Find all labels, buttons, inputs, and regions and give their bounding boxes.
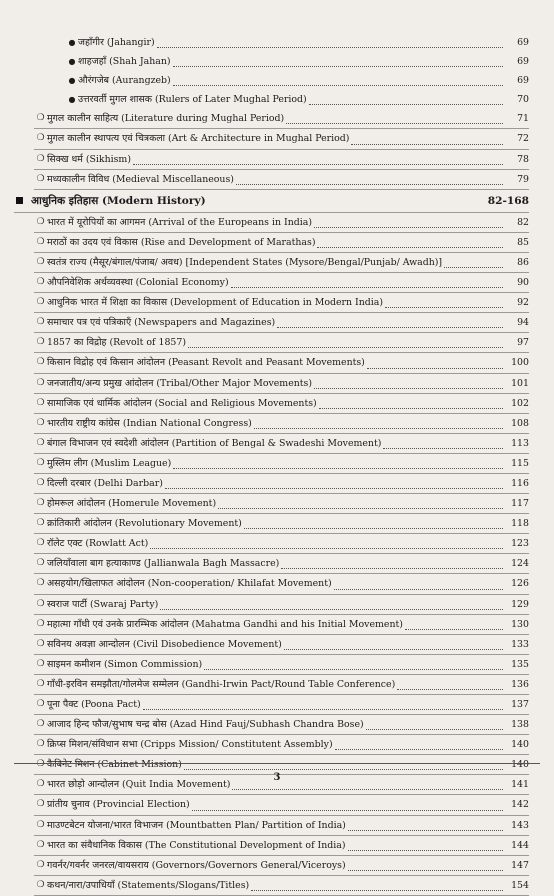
dot-leader [218, 508, 503, 509]
dot-leader [317, 247, 503, 248]
dot-leader [351, 144, 503, 145]
dot-leader [348, 870, 503, 871]
toc-entry [34, 534, 529, 554]
dot-leader [366, 729, 503, 730]
circle-bullet-icon: ❍ [36, 598, 45, 609]
toc-entry-page: 92 [517, 297, 529, 309]
toc-entry-title: भारतीय राष्ट्रीय कांग्रेस (Indian National Congress) [47, 417, 252, 429]
circle-bullet-icon: ❍ [36, 377, 45, 388]
toc-entry-title: स्वराज पार्टी (Swaraj Party) [47, 598, 159, 610]
dot-leader [150, 548, 503, 549]
toc-entry-title: उत्तरवर्ती मुगल शासक (Rulers of Later Mughal Period) [78, 94, 307, 106]
dot-leader [383, 448, 503, 449]
toc-entry-title: प्रांतीय चुनाव (Provincial Election) [47, 799, 190, 811]
dot-leader [367, 368, 503, 369]
toc-entry-title: दिल्ली दरबार (Delhi Darbar) [47, 477, 163, 489]
dot-bullet-icon: ● [68, 95, 76, 105]
toc-entry-title: मुगल कालीन स्थापत्य एवं चित्रकला (Art & Architecture in Mughal Period) [47, 133, 350, 145]
dot-leader [314, 227, 503, 228]
square-bullet-icon [16, 197, 23, 204]
toc-entry [34, 293, 529, 313]
toc-entry-title: मुस्लिम लीग (Muslim League) [47, 457, 172, 469]
toc-entry-page: 142 [511, 799, 529, 811]
toc-entry-title: मध्यकालीन विविध (Medieval Miscellaneous) [47, 173, 234, 185]
toc-entry [34, 615, 529, 635]
toc-entry-page: 129 [511, 598, 529, 610]
toc-entry [34, 374, 529, 394]
toc-entry-title: शाहजहाँ (Shah Jahan) [78, 56, 171, 68]
dot-leader [405, 629, 503, 630]
toc-entry-title: जनजातीय/अन्य प्रमुख आंदोलन (Tribal/Other Major Movements) [47, 377, 313, 389]
toc-entry [34, 129, 529, 149]
circle-bullet-icon: ❍ [36, 397, 45, 408]
toc-entry-title: मुगल कालीन साहित्य (Literature during Mughal Period) [47, 113, 285, 125]
dot-bullet-icon: ● [68, 38, 76, 47]
toc-entry [34, 635, 529, 655]
circle-bullet-icon: ❍ [36, 699, 45, 709]
footer-page-number: 3 [273, 772, 281, 783]
circle-bullet-icon: ❍ [36, 859, 45, 870]
toc-entry-title: आधुनिक भारत में शिक्षा का विकास (Development of Education in Modern India) [47, 297, 384, 309]
toc-entry [34, 213, 529, 233]
toc-entry-page: 133 [511, 638, 529, 650]
dot-leader [192, 810, 503, 811]
entry-list-medieval [0, 109, 554, 189]
toc-entry [34, 353, 529, 373]
circle-bullet-icon: ❍ [36, 799, 45, 810]
dot-leader [309, 104, 503, 105]
dot-leader [348, 850, 503, 851]
toc-entry [34, 434, 529, 454]
toc-entry-title: असहयोग/खिलाफत आंदोलन (Non-cooperation/ Khilafat Movement) [47, 578, 332, 590]
toc-entry-title: भारत छोड़ो आन्दोलन (Quit India Movement) [47, 779, 231, 791]
circle-bullet-icon: ❍ [36, 477, 45, 488]
toc-entry-page: 102 [511, 397, 529, 409]
toc-entry-page: 136 [511, 678, 529, 690]
toc-entry [34, 795, 529, 815]
toc-entry-page: 72 [517, 133, 529, 145]
toc-entry-page: 82 [517, 216, 529, 228]
circle-bullet-icon: ❍ [36, 337, 45, 348]
toc-entry-title: स्वतंत्र राज्य (मैसूर/बंगाल/पंजाब/ अवध) [Independent States (Mysore/Bengal/Punjab/ Awadh)] [47, 256, 443, 268]
circle-bullet-icon: ❍ [36, 236, 45, 247]
toc-entry [66, 90, 529, 109]
circle-bullet-icon: ❍ [36, 357, 45, 368]
toc-entry-page: 108 [511, 417, 529, 429]
toc-entry-page: 124 [511, 558, 529, 570]
circle-bullet-icon: ❍ [36, 638, 45, 649]
toc-entry-title: सिक्ख धर्म (Sikhism) [47, 153, 131, 165]
toc-entry-page: 69 [517, 56, 529, 68]
toc-entry-title: साइमन कमीशन (Simon Commission) [47, 658, 203, 670]
toc-entry-page: 71 [517, 113, 529, 125]
circle-bullet-icon: ❍ [36, 518, 45, 529]
circle-bullet-icon: ❍ [36, 437, 45, 448]
toc-entry [34, 655, 529, 675]
dot-leader [334, 589, 503, 590]
circle-bullet-icon: ❍ [36, 819, 45, 830]
toc-entry-page: 118 [511, 518, 529, 530]
toc-entry [34, 170, 529, 190]
toc-entry [34, 715, 529, 735]
toc-entry-title: मराठों का उदय एवं विकास (Rise and Development of Marathas) [47, 236, 316, 248]
dot-leader [173, 85, 503, 86]
toc-entry [34, 414, 529, 434]
toc-entry-title: होमरूल आंदोलन (Homerule Movement) [47, 498, 217, 510]
toc-entry-title: आजाद हिन्द फौज/सुभाष चन्द्र बोस (Azad Hind Fauj/Subhash Chandra Bose) [47, 719, 364, 731]
toc-entry-page: 115 [511, 457, 529, 469]
toc-entry-page: 144 [511, 839, 529, 851]
toc-entry-page: 90 [517, 277, 529, 289]
circle-bullet-icon: ❍ [36, 457, 45, 468]
toc-entry-page: 113 [511, 437, 529, 449]
toc-entry-page: 140 [511, 739, 529, 751]
toc-entry-page: 116 [511, 477, 529, 489]
toc-entry-page: 130 [511, 618, 529, 630]
toc-entry-title: बंगाल विभाजन एवं स्वदेशी आंदोलन (Partition of Bengal & Swadeshi Movement) [47, 437, 382, 449]
dot-leader [133, 164, 503, 165]
toc-entry-page: 126 [511, 578, 529, 590]
dot-leader [143, 709, 503, 710]
dot-leader [173, 468, 503, 469]
dot-leader [254, 428, 503, 429]
toc-entry-title: किसान विद्रोह एवं किसान आंदोलन (Peasant Revolt and Peasant Movements) [47, 357, 365, 369]
toc-entry-title: कथन/नारा/उपाधियाँ (Statements/Slogans/Titles) [47, 879, 250, 891]
dot-leader [397, 689, 503, 690]
toc-entry [34, 313, 529, 333]
toc-entry [34, 253, 529, 273]
toc-entry [34, 574, 529, 594]
dot-leader [277, 327, 503, 328]
toc-entry [34, 394, 529, 414]
dot-leader [236, 184, 503, 185]
toc-entry-title: समाचार पत्र एवं पत्रिकाएँ (Newspapers and Magazines) [47, 317, 276, 329]
toc-entry-page: 117 [511, 498, 529, 510]
dot-leader [184, 769, 503, 770]
circle-bullet-icon: ❍ [36, 578, 45, 589]
toc-entry [34, 273, 529, 293]
toc-entry-title: गवर्नर/गवर्नर जनरल/वायसराय (Governors/Governors General/Viceroys) [47, 859, 346, 871]
circle-bullet-icon: ❍ [36, 839, 45, 850]
circle-bullet-icon: ❍ [36, 558, 45, 569]
toc-entry [34, 595, 529, 615]
circle-bullet-icon: ❍ [36, 153, 45, 164]
toc-entry-page: 79 [517, 173, 529, 185]
circle-bullet-icon: ❍ [36, 173, 45, 184]
toc-entry-page: 143 [511, 819, 529, 831]
dot-bullet-icon: ● [68, 57, 76, 67]
dot-leader [165, 488, 503, 489]
toc-entry-page: 86 [517, 256, 529, 268]
toc-entry-page: 154 [511, 879, 529, 891]
toc-entry-title: जहाँगीर (Jahangir) [78, 37, 155, 48]
toc-entry-page: 85 [517, 236, 529, 248]
toc-entry [34, 474, 529, 494]
circle-bullet-icon: ❍ [36, 498, 45, 509]
toc-entry-page: 101 [511, 377, 529, 389]
toc-entry-title: माउण्टबेटन योजना/भारत विभाजन (Mountbatten Plan/ Partition of India) [47, 819, 346, 831]
toc-entry [34, 514, 529, 534]
dot-leader [319, 408, 503, 409]
toc-entry-page: 123 [511, 538, 529, 550]
circle-bullet-icon: ❍ [36, 538, 45, 549]
circle-bullet-icon: ❍ [36, 317, 45, 328]
toc-entry [34, 856, 529, 876]
circle-bullet-icon: ❍ [36, 297, 45, 308]
toc-entry-page: 135 [511, 658, 529, 670]
section-page-range: 82-168 [487, 194, 529, 207]
toc-entry-title: औरंगजेब (Aurangzeb) [78, 75, 171, 87]
toc-entry [34, 816, 529, 836]
table-of-contents [0, 33, 554, 896]
toc-entry-page: 94 [517, 317, 529, 329]
toc-entry [66, 71, 529, 90]
dot-leader [335, 749, 503, 750]
circle-bullet-icon: ❍ [36, 779, 45, 790]
toc-entry-page: 97 [517, 337, 529, 349]
dot-leader [281, 568, 503, 569]
toc-entry [34, 494, 529, 514]
toc-entry-title: रॉलेट एक्ट (Rowlatt Act) [47, 538, 149, 550]
toc-entry-page: 137 [511, 699, 529, 710]
toc-entry [34, 735, 529, 755]
dot-leader [188, 347, 503, 348]
toc-entry-page: 69 [517, 75, 529, 87]
dot-leader [314, 388, 503, 389]
toc-entry-page: 147 [511, 859, 529, 871]
entry-list-modern [0, 213, 554, 896]
toc-entry [34, 836, 529, 856]
toc-entry-title: भारत में यूरोपियों का आगमन (Arrival of the Europeans in India) [47, 216, 312, 228]
dot-leader [231, 287, 503, 288]
circle-bullet-icon: ❍ [36, 216, 45, 227]
sub-entry-list [0, 33, 554, 109]
circle-bullet-icon: ❍ [36, 739, 45, 750]
circle-bullet-icon: ❍ [36, 719, 45, 730]
toc-entry [34, 333, 529, 353]
dot-leader [232, 789, 503, 790]
dot-bullet-icon: ● [68, 76, 76, 86]
circle-bullet-icon: ❍ [36, 678, 45, 689]
dot-leader [244, 528, 503, 529]
toc-entry [34, 695, 529, 715]
toc-entry-page: 138 [511, 719, 529, 731]
circle-bullet-icon: ❍ [36, 759, 45, 770]
dot-leader [286, 123, 503, 124]
footer-divider [14, 763, 540, 764]
section-title: आधुनिक इतिहास (Modern History) [31, 194, 206, 207]
dot-leader [444, 267, 503, 268]
circle-bullet-icon: ❍ [36, 618, 45, 629]
circle-bullet-icon: ❍ [36, 277, 45, 288]
circle-bullet-icon: ❍ [36, 113, 45, 124]
toc-entry-title: 1857 का विद्रोह (Revolt of 1857) [47, 337, 187, 349]
toc-entry [34, 454, 529, 474]
toc-entry-page: 70 [517, 94, 529, 106]
dot-leader [284, 649, 503, 650]
toc-entry-title: पूना पैक्ट (Poona Pact) [47, 699, 141, 710]
dot-leader [204, 669, 503, 670]
circle-bullet-icon: ❍ [36, 256, 45, 267]
toc-entry-title: सामाजिक एवं धार्मिक आंदोलन (Social and Religious Movements) [47, 397, 317, 409]
toc-entry-page: 69 [517, 37, 529, 48]
toc-entry-page: 140 [511, 759, 529, 771]
circle-bullet-icon: ❍ [36, 133, 45, 144]
dot-leader [173, 66, 503, 67]
toc-entry-title: कैबिनेट मिशन (Cabinet Mission) [47, 759, 182, 771]
circle-bullet-icon: ❍ [36, 658, 45, 669]
circle-bullet-icon: ❍ [36, 417, 45, 428]
toc-entry-title: क्रांतिकारी आंदोलन (Revolutionary Movement) [47, 518, 242, 530]
toc-entry [34, 233, 529, 253]
toc-entry-page: 100 [511, 357, 529, 369]
dot-leader [348, 830, 503, 831]
dot-leader [385, 307, 503, 308]
section-heading [14, 190, 529, 213]
toc-entry [34, 675, 529, 695]
toc-entry-page: 141 [511, 779, 529, 791]
toc-entry-title: क्रिप्स मिशन/संविधान सभा (Cripps Mission/ Constitutent Assembly) [47, 739, 333, 751]
toc-entry-title: महात्मा गाँधी एवं उनके प्रारम्भिक आंदोलन (Mahatma Gandhi and his Initial Movement) [47, 618, 403, 630]
toc-entry-title: औपनिवेशिक अर्थव्यवस्था (Colonial Economy) [47, 277, 229, 289]
toc-entry [34, 150, 529, 170]
toc-entry [34, 554, 529, 574]
dot-leader [251, 890, 503, 891]
dot-leader [157, 47, 503, 48]
circle-bullet-icon: ❍ [36, 879, 45, 890]
toc-entry-title: जलियाँवाला बाग हत्याकाण्ड (Jallianwala Bagh Massacre) [47, 558, 280, 570]
toc-entry-title: सविनय अवज्ञा आन्दोलन (Civil Disobedience Movement) [47, 638, 282, 650]
toc-entry [66, 52, 529, 71]
toc-entry [34, 876, 529, 896]
toc-entry [34, 109, 529, 129]
toc-entry [66, 33, 529, 52]
toc-entry-page: 78 [517, 153, 529, 165]
toc-entry-title: गाँधी-इरविन समझौता/गोलमेज सम्मेलन (Gandhi-Irwin Pact/Round Table Conference) [47, 678, 396, 690]
dot-leader [160, 609, 503, 610]
toc-entry-title: भारत का संवैधानिक विकास (The Constitutional Development of India) [47, 839, 346, 851]
